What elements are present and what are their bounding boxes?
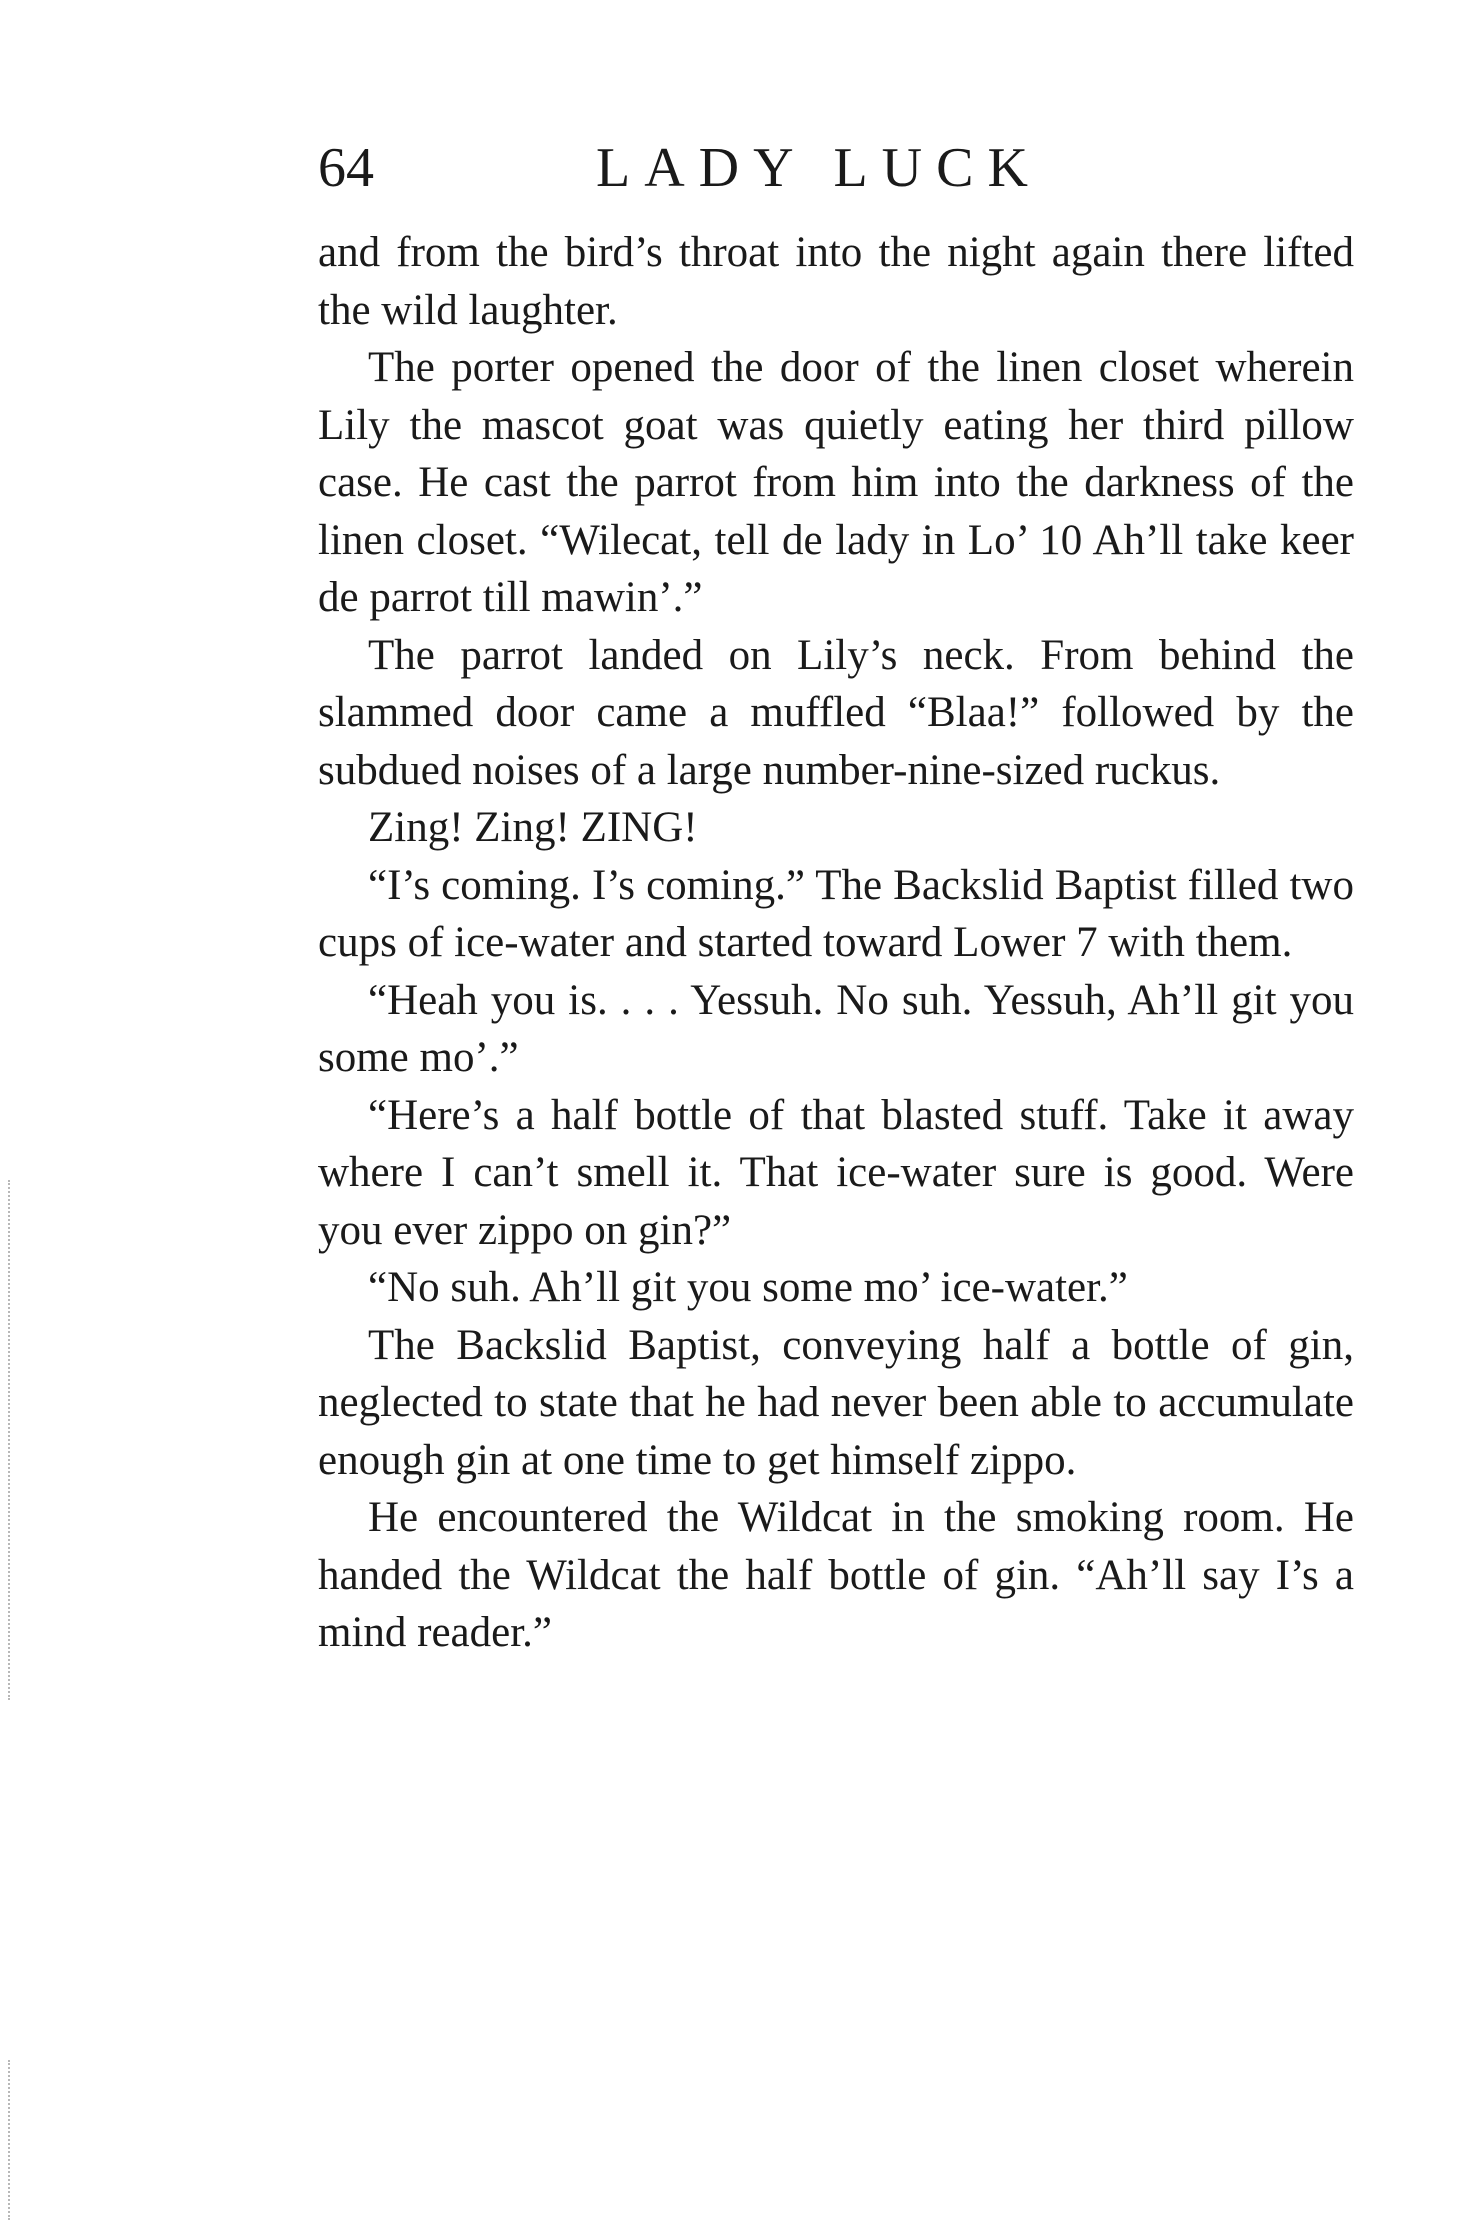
paragraph: “Heah you is. . . . Yessuh. No suh. Yessuh, Ah’ll git you some mo’.” xyxy=(318,976,1354,1081)
paragraph: Zing! Zing! ZING! xyxy=(368,804,698,851)
scan-edge-marks xyxy=(8,2060,16,2220)
page-number: 64 xyxy=(318,137,374,199)
paragraph: The parrot landed on Lily’s neck. From behind the slammed door came a muffled “Blaa!” followed by the subdued noises of a large number-nine-sized ruckus. xyxy=(318,631,1354,794)
paragraph: The porter opened the door of the linen closet wherein Lily the mascot goat was quietly eating her third pillow case. He cast the parrot from him into the darkness of the linen closet. “Wilecat, tell de lady in Lo’ 10 Ah’ll take keer de parrot till mawin’.” xyxy=(318,344,1354,621)
scan-edge-marks xyxy=(8,1180,16,1700)
paragraph: “No suh. Ah’ll git you some mo’ ice-water.” xyxy=(368,1264,1128,1311)
page-header xyxy=(318,128,1354,208)
paragraph: and from the bird’s throat into the night again there lifted the wild laughter. xyxy=(318,229,1354,334)
body-text xyxy=(318,224,1354,1662)
paragraph: “I’s coming. I’s coming.” The Backslid Baptist filled two cups of ice-water and started toward Lower 7 with them. xyxy=(318,861,1354,966)
paragraph: “Here’s a half bottle of that blasted stuff. Take it away where I can’t smell it. That ice-water sure is good. Were you ever zippo on gin?” xyxy=(318,1091,1354,1254)
paragraph: He encountered the Wildcat in the smoking room. He handed the Wildcat the half bottle of gin. “Ah’ll say I’s a mind reader.” xyxy=(318,1494,1354,1656)
paragraph: The Backslid Baptist, conveying half a bottle of gin, neglected to state that he had never been able to accumulate enough gin at one time to get himself zippo. xyxy=(318,1321,1354,1484)
running-head: LADY LUCK xyxy=(596,137,1042,199)
